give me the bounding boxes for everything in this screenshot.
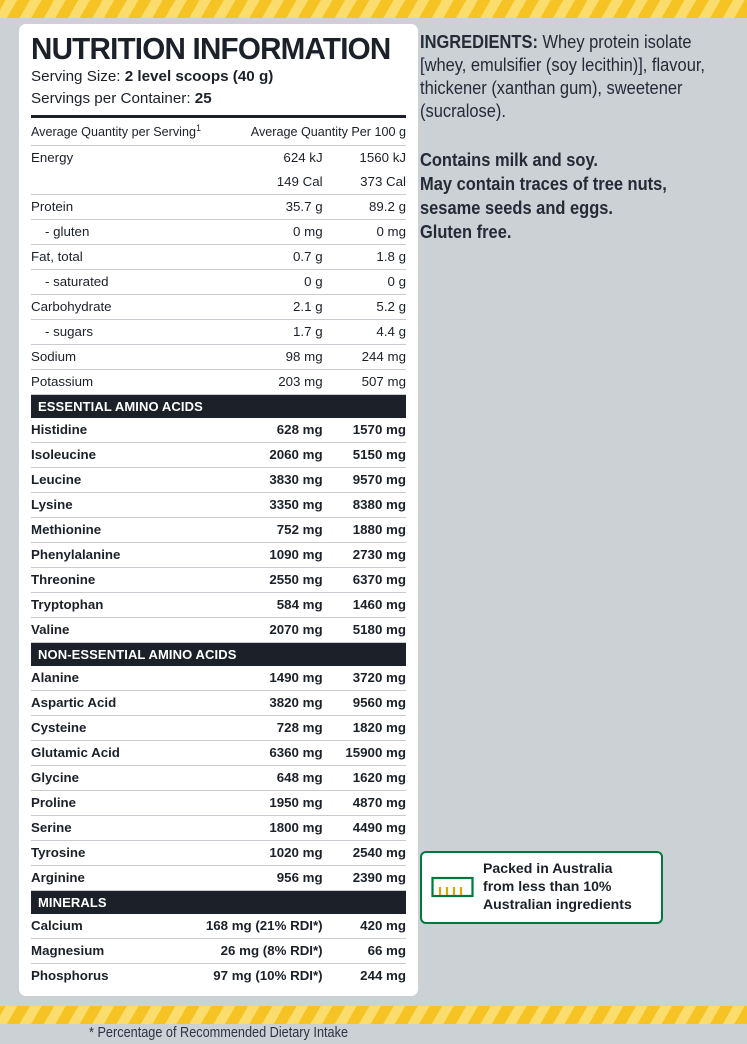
allergen-line-2: May contain traces of tree nuts,	[420, 172, 667, 194]
row-value-per-serving: 3820 mg	[206, 690, 323, 715]
row-value-per-serving: 97 mg (10% RDI*)	[213, 968, 323, 984]
column-header-per-100g: Average Quantity Per 100 g	[206, 118, 406, 146]
row-label: Valine	[31, 617, 206, 642]
row-label: Magnesium	[31, 938, 206, 963]
row-value-per-serving: 0 mg	[206, 219, 323, 244]
row-value-per-100g: 15900 mg	[323, 740, 406, 765]
section-heading: ESSENTIAL AMINO ACIDS	[31, 394, 406, 418]
table-row	[31, 219, 406, 244]
label-page	[0, 18, 747, 1042]
row-value-per-100g: 89.2 g	[323, 194, 406, 219]
row-value-per-serving: 168 mg (21% RDI*)	[206, 914, 323, 939]
table-row	[31, 170, 406, 195]
row-value-per-100g: 4870 mg	[323, 790, 406, 815]
table-row	[31, 666, 406, 691]
serving-size-label: Serving Size:	[31, 68, 121, 86]
row-value-per-100g: 507 mg	[323, 369, 406, 394]
row-value-per-100g: 0 mg	[323, 219, 406, 244]
row-value-per-serving: 2060 mg	[206, 442, 323, 467]
row-value-per-100g: 2540 mg	[323, 840, 406, 865]
row-value-per-100g: 9560 mg	[323, 690, 406, 715]
row-label: Tryptophan	[31, 592, 206, 617]
row-value-per-serving: 98 mg	[206, 344, 323, 369]
row-value-per-serving: 1090 mg	[206, 542, 323, 567]
row-label: Serine	[31, 815, 206, 840]
row-label: Protein	[31, 194, 206, 219]
allergen-line-1: Contains milk and soy.	[420, 149, 598, 171]
row-value-per-serving: 149 Cal	[206, 170, 323, 195]
section-heading: NON-ESSENTIAL AMINO ACIDS	[31, 642, 406, 666]
table-row	[31, 963, 406, 988]
serving-size-line	[31, 67, 406, 86]
table-row	[31, 592, 406, 617]
row-value-per-100g: 0 g	[323, 269, 406, 294]
row-value-per-serving: 1490 mg	[206, 666, 323, 691]
table-row	[31, 517, 406, 542]
row-value-per-100g: 1880 mg	[323, 517, 406, 542]
column-header-per-serving: Average Quantity per Serving$^1$	[31, 118, 206, 146]
row-value-per-100g: 1460 mg	[323, 592, 406, 617]
row-value-per-100g: 5150 mg	[323, 442, 406, 467]
row-value-per-100g: 1620 mg	[323, 765, 406, 790]
row-label: Phosphorus	[31, 968, 109, 984]
row-label: Proline	[31, 790, 206, 815]
row-value-per-serving: 3350 mg	[206, 492, 323, 517]
table-row	[31, 145, 406, 170]
table-row	[31, 418, 406, 443]
ingredients-body: Whey protein isolate [whey, emulsifier (soy lecithin)], flavour, thickener (xanthan gum), sweetener (sucralose).	[420, 31, 705, 122]
row-value-per-100g: 1.8 g	[323, 244, 406, 269]
row-label: Carbohydrate	[31, 294, 206, 319]
serving-size-value: 2 level scoops (40 g)	[124, 68, 274, 86]
table-row	[31, 492, 406, 517]
row-value-per-100g: 4.4 g	[323, 319, 406, 344]
row-label: Threonine	[31, 567, 206, 592]
table-row	[31, 840, 406, 865]
row-value-per-100g: 2730 mg	[323, 542, 406, 567]
row-value-per-serving: 584 mg	[206, 592, 323, 617]
section-header-row	[31, 890, 406, 914]
row-label: Alanine	[31, 666, 206, 691]
row-value-per-serving: 35.7 g	[206, 194, 323, 219]
row-value-per-100g: 6370 mg	[323, 567, 406, 592]
table-row	[31, 740, 406, 765]
table-row	[31, 369, 406, 394]
column-header-footnote-marker: 1	[195, 122, 201, 133]
row-value-per-100g: 1820 mg	[323, 715, 406, 740]
row-label: Energy	[31, 150, 74, 166]
allergen-line-4: Gluten free.	[420, 220, 512, 242]
row-value-per-serving: 1020 mg	[206, 840, 323, 865]
row-value-per-100g: 4490 mg	[323, 815, 406, 840]
row-label: Histidine	[31, 418, 206, 443]
footnote-2: * Percentage of Recommended Dietary Intake	[88, 1025, 349, 1042]
table-row	[31, 865, 406, 890]
row-label: Fat, total	[31, 244, 206, 269]
table-row	[31, 617, 406, 642]
row-value-per-100g: 1560 kJ	[359, 150, 406, 166]
section-header-row	[31, 394, 406, 418]
packed-in-australia-badge	[420, 851, 663, 924]
table-row	[31, 467, 406, 492]
row-value-per-100g: 1570 mg	[323, 418, 406, 443]
row-label: Tyrosine	[31, 840, 206, 865]
row-value-per-serving: 2550 mg	[206, 567, 323, 592]
row-value-per-serving: 628 mg	[206, 418, 323, 443]
table-row	[31, 815, 406, 840]
table-row	[31, 567, 406, 592]
servings-value: 25	[194, 89, 212, 107]
row-value-per-serving: 6360 mg	[206, 740, 323, 765]
row-value-per-serving: 1800 mg	[206, 815, 323, 840]
nutrition-card	[19, 24, 418, 996]
row-value-per-serving: 2070 mg	[206, 617, 323, 642]
row-value-per-100g: 244 mg	[323, 344, 406, 369]
row-label: Glycine	[31, 765, 206, 790]
table-row	[31, 690, 406, 715]
row-value-per-serving: 0 g	[206, 269, 323, 294]
row-label: Leucine	[31, 467, 206, 492]
table-column-header-row	[31, 118, 406, 146]
hazard-stripe-bottom	[0, 1006, 747, 1024]
row-label: - sugars	[31, 319, 206, 344]
kangaroo-triangle-icon	[431, 874, 474, 900]
table-row	[31, 244, 406, 269]
ingredients-panel	[420, 30, 730, 243]
row-value-per-100g: 66 mg	[323, 938, 406, 963]
row-label: Sodium	[31, 344, 206, 369]
row-value-per-serving: 728 mg	[206, 715, 323, 740]
ingredients-text	[420, 30, 730, 122]
row-value-per-serving: 752 mg	[206, 517, 323, 542]
servings-label: Servings per Container:	[31, 89, 191, 107]
row-value-per-serving: 26 mg (8% RDI*)	[206, 938, 323, 963]
section-header-row	[31, 642, 406, 666]
table-row	[31, 765, 406, 790]
row-value-per-serving: 1.7 g	[206, 319, 323, 344]
row-label: - saturated	[31, 269, 206, 294]
table-row	[31, 938, 406, 963]
row-label: Arginine	[31, 865, 206, 890]
row-label: Potassium	[31, 369, 206, 394]
row-value-per-serving: 3830 mg	[206, 467, 323, 492]
row-value-per-serving: 0.7 g	[206, 244, 323, 269]
allergen-statement	[420, 148, 730, 243]
badge-line-3: Australian ingredients	[483, 895, 632, 912]
nutrition-title: NUTRITION INFORMATION	[31, 32, 391, 66]
row-label: Cysteine	[31, 715, 206, 740]
row-label: Lysine	[31, 492, 206, 517]
badge-line-2: from less than 10%	[483, 877, 612, 894]
section-heading: MINERALS	[31, 890, 406, 914]
row-label: Aspartic Acid	[31, 690, 206, 715]
row-value-per-serving: 624 kJ	[283, 150, 323, 166]
ingredients-heading: INGREDIENTS:	[420, 31, 538, 52]
badge-line-1: Packed in Australia	[483, 860, 613, 876]
row-value-per-100g: 2390 mg	[323, 865, 406, 890]
row-value-per-100g: 420 mg	[323, 914, 406, 939]
table-row	[31, 194, 406, 219]
servings-per-container-line	[31, 89, 406, 108]
table-row	[31, 914, 406, 939]
table-row	[31, 294, 406, 319]
row-label: Glutamic Acid	[31, 740, 206, 765]
row-value-per-serving: 1950 mg	[206, 790, 323, 815]
row-value-per-serving: 648 mg	[206, 765, 323, 790]
row-value-per-100g: 5.2 g	[323, 294, 406, 319]
row-label: Calcium	[31, 914, 206, 939]
table-row	[31, 269, 406, 294]
row-value-per-serving: 2.1 g	[206, 294, 323, 319]
nutrition-panel	[19, 24, 418, 1044]
badge-text	[483, 860, 632, 914]
table-row	[31, 344, 406, 369]
row-label: Isoleucine	[31, 442, 206, 467]
row-value-per-100g: 8380 mg	[323, 492, 406, 517]
table-row	[31, 442, 406, 467]
row-label: - gluten	[31, 219, 206, 244]
row-value-per-100g: 3720 mg	[323, 666, 406, 691]
row-label	[31, 170, 206, 195]
row-label: Phenylalanine	[31, 542, 206, 567]
allergen-line-3: sesame seeds and eggs.	[420, 196, 613, 218]
table-row	[31, 715, 406, 740]
row-value-per-100g: 9570 mg	[323, 467, 406, 492]
row-label: Methionine	[31, 517, 206, 542]
row-value-per-100g: 5180 mg	[323, 617, 406, 642]
row-value-per-serving: 203 mg	[206, 369, 323, 394]
table-row	[31, 319, 406, 344]
hazard-stripe-top	[0, 0, 747, 18]
row-value-per-100g: 244 mg	[360, 968, 406, 984]
row-value-per-100g: 373 Cal	[323, 170, 406, 195]
nutrition-table	[31, 118, 406, 988]
row-value-per-serving: 956 mg	[206, 865, 323, 890]
table-row	[31, 542, 406, 567]
table-row	[31, 790, 406, 815]
